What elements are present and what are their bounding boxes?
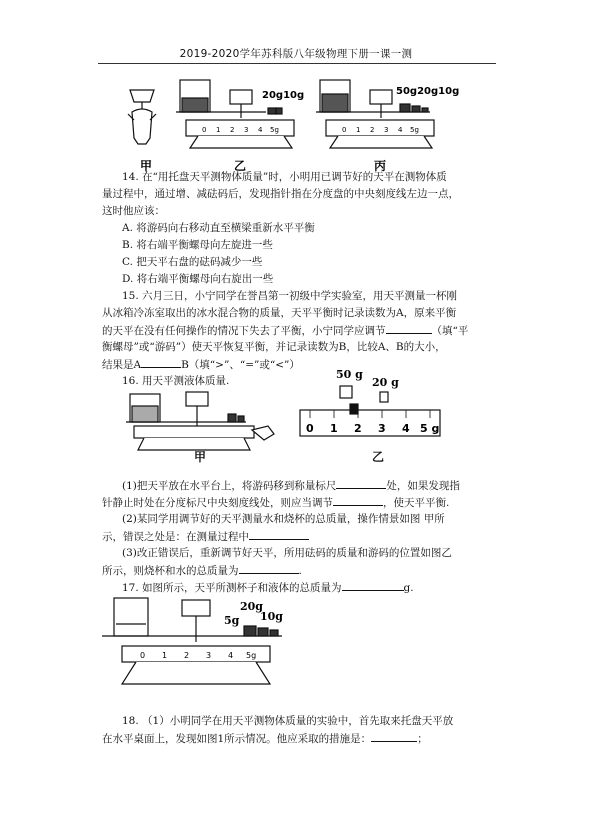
c-weights-label: 50g20g10g bbox=[396, 86, 460, 97]
q14-line2: 量过程中，通过增、减砝码后，发现指针指在分度盘的中央刻度线左边一点， bbox=[102, 188, 459, 200]
b-scale-4: 4 bbox=[258, 126, 263, 134]
q18-line2 bbox=[102, 731, 428, 746]
q16-blank-2[interactable] bbox=[333, 495, 383, 506]
q17-text: 17. 如图所示，天平所测杯子和液体的总质量为 bbox=[122, 582, 342, 594]
q15-line4: 衡螺母”或“游码”）使天平恢复平衡，并记录读数为B，比较A、B的大小， bbox=[102, 341, 446, 353]
b-scale-2: 2 bbox=[230, 126, 235, 134]
q16-label-right: 乙 bbox=[372, 450, 385, 464]
q17-scale-3: 3 bbox=[206, 651, 212, 660]
c-scale-2: 2 bbox=[370, 126, 375, 134]
q16-scale-4: 4 bbox=[402, 422, 410, 435]
q15-blank-1[interactable] bbox=[386, 323, 432, 334]
q16-weight-20: 20 g bbox=[372, 376, 399, 389]
c-scale-5: 5g bbox=[410, 126, 419, 134]
c-scale-1: 1 bbox=[356, 126, 361, 134]
top-figure bbox=[120, 72, 480, 180]
q17-scale-2: 2 bbox=[184, 651, 190, 660]
balance-pan-a-figure bbox=[128, 90, 156, 144]
q16-scale-5: 5 g bbox=[420, 422, 440, 435]
q15-line1: 15. 六月三日，小宁同学在誉昌第一初级中学实验室，用天平测量一杯刚 bbox=[122, 290, 458, 302]
q15-line3-tail: （填“平 bbox=[431, 325, 469, 337]
q18-line2-text: 在水平桌面上，发现如图1所示情况。他应采取的措施是： bbox=[102, 733, 372, 745]
b-scale-3: 3 bbox=[244, 126, 249, 134]
q16-part2-line2 bbox=[102, 529, 309, 544]
b-scale-1: 1 bbox=[216, 126, 221, 134]
q14-option-a: A. 将游码向右移动直至横梁重新水平平衡 bbox=[122, 222, 315, 234]
q15-line3-text: 的天平在没有任何操作的情况下失去了平衡，小宁同学应调节 bbox=[102, 325, 386, 337]
q16-part1-line2 bbox=[102, 495, 449, 510]
label-c: 丙 bbox=[374, 159, 387, 173]
header-rule bbox=[98, 63, 496, 64]
b-scale-0: 0 bbox=[202, 126, 207, 134]
q16-label-left: 甲 bbox=[194, 450, 207, 464]
q16-blank-4[interactable] bbox=[239, 563, 299, 574]
q14-option-d: D. 将右端平衡螺母向右旋出一些 bbox=[122, 273, 274, 285]
b-scale-5: 5g bbox=[270, 126, 279, 134]
q17-scale-5: 5g bbox=[246, 651, 257, 660]
q15-line5-tail: B（填“>”、“=”或“<”） bbox=[181, 359, 300, 371]
q16-scale-2: 2 bbox=[354, 422, 362, 435]
q16-scale-3: 3 bbox=[378, 422, 386, 435]
q17-scale-0: 0 bbox=[140, 651, 146, 660]
q16-weight-50: 50 g bbox=[336, 368, 363, 381]
q16-p1c: 针静止时处在分度标尺中央刻度线处，则应当调节 bbox=[102, 497, 333, 509]
q16-part2-line1: (2)某同学用调节好的天平测量水和烧杯的总质量，操作情景如图 甲所 bbox=[122, 513, 445, 525]
q14-line1: 14. 在“用托盘天平测物体质量”时，小明用已调节好的天平在测物体质 bbox=[122, 171, 447, 183]
q16-p1a: (1)把天平放在水平台上，将游码移到称量标尺 bbox=[122, 480, 337, 492]
label-a: 甲 bbox=[140, 159, 153, 173]
c-scale-4: 4 bbox=[398, 126, 403, 134]
c-scale-0: 0 bbox=[342, 126, 347, 134]
page-header: 2019-2020学年苏科版八年级物理下册一课一测 bbox=[179, 48, 413, 60]
q16-p2b: 示，错误之处是：在测量过程中 bbox=[102, 531, 249, 543]
q16-scale-1: 1 bbox=[330, 422, 338, 435]
q17-blank[interactable] bbox=[342, 580, 404, 591]
q14-line3: 这时他应该： bbox=[102, 205, 165, 217]
q18-blank[interactable] bbox=[371, 731, 417, 742]
q17-unit: g. bbox=[403, 582, 414, 594]
q16-blank-3[interactable] bbox=[249, 529, 309, 540]
q16-blank-1[interactable] bbox=[336, 478, 386, 489]
q15-blank-2[interactable] bbox=[141, 357, 181, 368]
q16-figure-right bbox=[296, 364, 446, 448]
q16-p1b: 处，如果发现指 bbox=[386, 480, 460, 492]
q16-p3c: . bbox=[298, 565, 302, 577]
q16-p1d: ，使天平平衡. bbox=[383, 497, 450, 509]
q18-line1: 18. （1）小明同学在用天平测物体质量的实验中，首先取来托盘天平放 bbox=[122, 715, 454, 727]
q15-line3 bbox=[102, 323, 468, 338]
b-weights-label: 20g10g bbox=[262, 90, 305, 101]
c-scale-3: 3 bbox=[384, 126, 389, 134]
q18-line2-tail: ； bbox=[417, 733, 428, 745]
q14-option-b: B. 将右端平衡螺母向左旋进一些 bbox=[122, 239, 273, 251]
q16-scale-0: 0 bbox=[306, 422, 314, 435]
q16-part3-line1: (3)改正错误后，重新调节好天平，所用砝码的质量和游码的位置如图乙 bbox=[122, 547, 452, 559]
q17-weight-5: 5g bbox=[224, 614, 240, 627]
q16-part1-line1 bbox=[122, 478, 460, 493]
q16-p3b: 所示，则烧杯和水的总质量为 bbox=[102, 565, 239, 577]
q17-weight-20: 20g bbox=[240, 600, 263, 613]
q14-option-c: C. 把天平右盘的砝码减少一些 bbox=[122, 256, 263, 268]
q17-scale-4: 4 bbox=[228, 651, 234, 660]
label-b: 乙 bbox=[234, 159, 247, 173]
q15-line5-text: 结果是A bbox=[102, 359, 142, 371]
q16-part3-line2 bbox=[102, 563, 302, 578]
q17-weight-10: 10g bbox=[260, 610, 283, 623]
q15-line5 bbox=[102, 357, 300, 372]
q16-intro: 16. 用天平测液体质量. bbox=[122, 375, 230, 387]
q15-line2: 从冰箱冷冻室取出的冰水混合物的质量，天平平衡时记录读数为A，原来平衡 bbox=[102, 307, 457, 319]
q17-scale-1: 1 bbox=[162, 651, 168, 660]
q17-line bbox=[122, 580, 414, 595]
q17-figure bbox=[96, 594, 296, 698]
